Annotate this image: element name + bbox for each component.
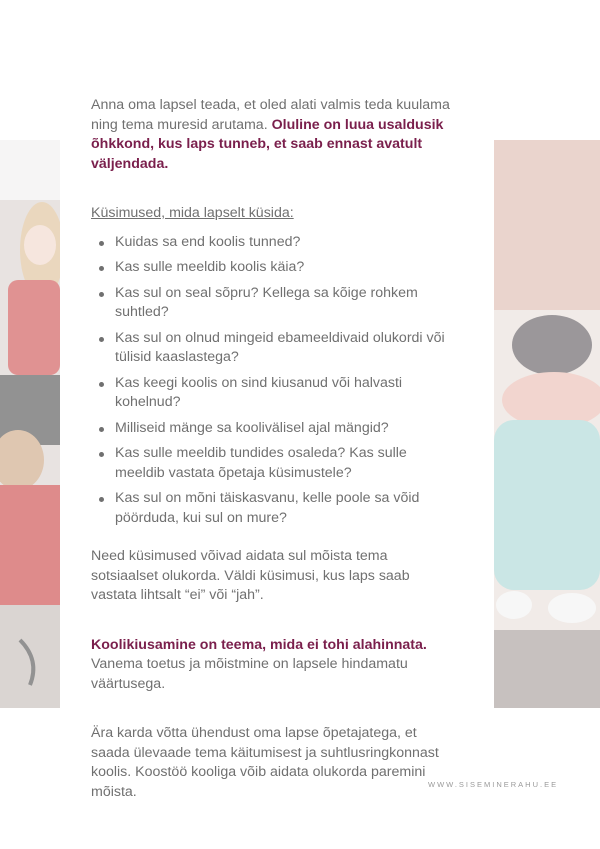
bullying-paragraph: [91, 636, 451, 695]
photo-sad-child-right: [494, 140, 600, 708]
list-item: Kas sul on mõni täiskasvanu, kelle poole sa võid pöörduda, kui sul on mure?: [91, 489, 451, 528]
list-item: Kuidas sa end koolis tunned?: [91, 233, 451, 253]
intro-text: Anna oma lapsel teada, et oled alati valmis teda kuulama ning tema muresid arutama.: [91, 97, 450, 133]
intro-highlight: Oluline on luua usaldusik õhkkond, kus laps tunneb, et saab ennast avatult väljendada.: [91, 116, 444, 172]
footer-website: WWW.SISEMINERAHU.EE: [428, 780, 559, 789]
questions-advice-paragraph: Need küsimused võivad aidata sul mõista tema sotsiaalset olukorda. Väldi küsimusi, kus laps saab vastata lihtsalt “ei” või “jah”.: [91, 548, 410, 603]
bullying-highlight: Koolikiusamine on teema, mida ei tohi alahinnata.: [91, 636, 427, 653]
list-item: Milliseid mänge sa koolivälisel ajal mängid?: [91, 419, 451, 439]
main-text-column: [91, 96, 451, 802]
intro-paragraph: [91, 96, 451, 174]
list-item: Kas sul on seal sõpru? Kellega sa kõige rohkem suhtled?: [91, 284, 451, 323]
list-item: Kas sulle meeldib koolis käia?: [91, 258, 451, 278]
photo-children-left: [0, 140, 60, 708]
bullying-text: Vanema toetus ja mõistmine on lapsele hindamatu väärtusega.: [91, 656, 408, 692]
list-item: Kas keegi koolis on sind kiusanud või halvasti kohelnud?: [91, 374, 451, 413]
list-item: Kas sul on olnud mingeid ebameeldivaid olukordi või tülisid kaaslastega?: [91, 329, 451, 368]
questions-list: [91, 233, 451, 529]
list-item: Kas sulle meeldib tundides osaleda? Kas sulle meeldib vastata õpetaja küsimustele?: [91, 444, 451, 483]
questions-heading: Küsimused, mida lapselt küsida:: [91, 205, 294, 221]
teachers-paragraph: Ära karda võtta ühendust oma lapse õpetajatega, et saada ülevaade tema käitumisest ja suhtlusringkonnast koolis. Koostöö kooliga võib aidata olukorda paremini mõista.: [91, 725, 439, 800]
